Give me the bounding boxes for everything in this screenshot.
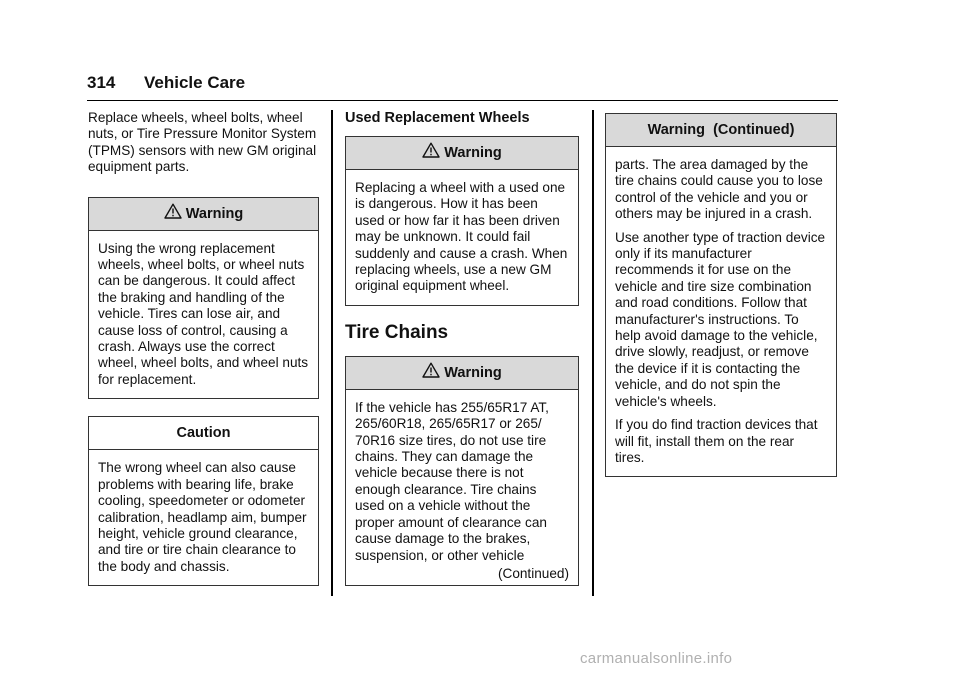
column-3	[605, 113, 837, 477]
section-heading-tire-chains: Tire Chains	[345, 321, 449, 343]
warning-box-header	[89, 198, 318, 231]
warning-text-part-3: If you do find traction devices that will fit, install them on the rear tires.	[615, 417, 818, 465]
caution-title: Caution	[176, 425, 231, 442]
page-header	[87, 70, 838, 101]
warning-triangle-icon	[422, 362, 440, 378]
warning-title: Warning (Continued)	[647, 122, 795, 138]
warning-text: Using the wrong replacement wheels, wheel bolts, or wheel nuts can be dangerous. It could affect the braking and handling of the vehicle. Tires can lose air, and cause loss of control, causing a crash. Always use the correct wheel, wheel bolts, and wheel nuts for replacement.	[98, 240, 309, 387]
caution-box-header	[89, 417, 318, 450]
warning-box-header	[346, 137, 578, 170]
warning-box-wrong-wheels	[88, 197, 319, 400]
page-title: Vehicle Care	[144, 73, 246, 92]
watermark: carmanualsonline.info	[580, 650, 733, 667]
warning-text-part-2: Use another type of traction device only if its manufacturer recommends it for use on the vehicle and tire size combination and road conditions. Follow that manufacturer's instructions. To help avoid damage to the vehicle, drive slowly, readjust, or remove the device if it is contacting the vehicle, and do not spin the vehicle's wheels.	[615, 229, 826, 409]
warning-triangle-icon	[164, 203, 182, 219]
warning-text: If the vehicle has 255/65R17 AT, 265/60R18, 265/65R17 or 265/ 70R16 size tires, do not use tire chains. They can damage the vehicle because there is not enough clearance. Tire chains used on a vehicle without the proper amount of clearance can cause damage to the brakes, suspension, or other vehicle	[355, 399, 549, 563]
caution-box	[88, 416, 319, 586]
warning-text-part-1: parts. The area damaged by the tire chains could cause you to lose control of the vehicle and you or others may be injured in a crash.	[615, 157, 823, 222]
page-number: 314	[87, 73, 116, 92]
warning-triangle-icon	[422, 142, 440, 158]
caution-text: The wrong wheel can also cause problems with bearing life, brake cooling, speedometer or odometer calibration, headlamp aim, bumper height, vehicle ground clearance, and tire or tire chain clearance to the body and chassis.	[98, 460, 307, 574]
warning-text: Replacing a wheel with a used one is dangerous. How it has been used or how far it has been driven may be unknown. It could fail suddenly and cause a crash. When replacing wheels, use a new GM original equipment wheel.	[355, 180, 568, 294]
warning-title: Warning	[444, 145, 502, 161]
column-1	[88, 110, 319, 586]
intro-paragraph: Replace wheels, wheel bolts, wheel nuts, or Tire Pressure Monitor System (TPMS) sensors with new GM original equipment parts.	[88, 110, 317, 175]
section-heading-used-wheels: Used Replacement Wheels	[345, 110, 530, 126]
warning-box-body	[346, 170, 578, 305]
warning-box-tire-chains	[345, 356, 579, 586]
warning-box-body	[346, 390, 578, 585]
warning-box-body	[89, 231, 318, 399]
column-2	[345, 110, 579, 586]
warning-box-used-wheels	[345, 136, 579, 306]
column-divider-left	[331, 110, 333, 596]
caution-box-body	[89, 450, 318, 585]
warning-box-header	[346, 357, 578, 390]
warning-box-header	[606, 114, 836, 147]
warning-title: Warning	[444, 364, 502, 381]
warning-box-continued	[605, 113, 837, 477]
warning-title: Warning	[185, 205, 244, 222]
column-divider-right	[592, 110, 594, 596]
continued-label: (Continued)	[497, 565, 569, 581]
warning-box-body	[606, 147, 836, 476]
